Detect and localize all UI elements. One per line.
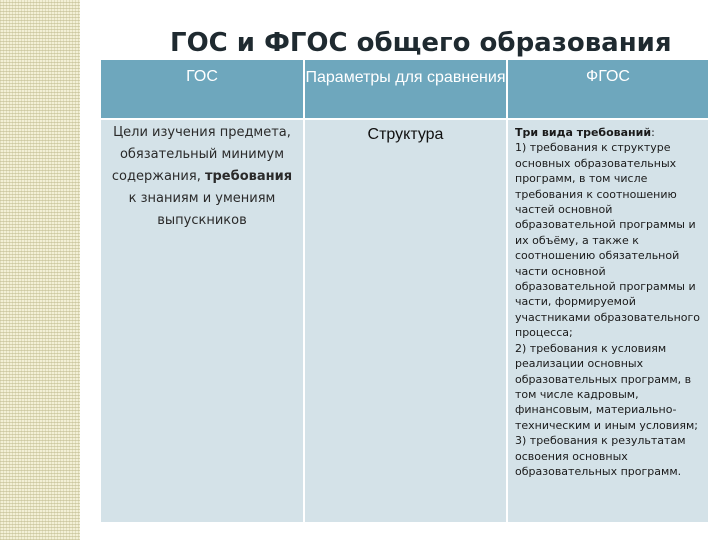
comparison-table: [101, 60, 708, 522]
fgos-item-3: 3) требования к результатам освоения основных образовательных программ.: [515, 434, 686, 478]
gos-text-part1: Цели изучения предмета, обязательный минимум содержания,: [111, 125, 291, 184]
param-cell: Структура: [304, 119, 507, 522]
table-header-row: [101, 60, 708, 119]
header-fgos: ФГОС: [507, 60, 708, 119]
fgos-lead-line: [515, 125, 704, 140]
decorative-side-stripe: [0, 0, 80, 540]
gos-text-part2: к знаниям и умениям выпускников: [128, 191, 276, 228]
header-gos: ГОС: [101, 60, 304, 119]
fgos-lead-suffix: :: [651, 126, 655, 139]
table-row: [101, 119, 708, 522]
gos-cell: [101, 119, 304, 522]
slide-title: ГОС и ФГОС общего образования: [170, 28, 672, 58]
gos-text-bold: требования: [204, 169, 293, 184]
fgos-cell: [507, 119, 708, 522]
fgos-item-2: 2) требования к условиям реализации основных образовательных программ, в том числе кадровым, финансовым, материально-техническим и иным условиям;: [515, 341, 698, 432]
fgos-item-1: 1) требования к структуре основных образовательных программ, в том числе требования к соотношению частей основной образовательной программы и их объёму, а также к соотношению обязательной части основной образовательной программы и части, формируемой участниками образовательного процесса;: [515, 141, 701, 340]
header-params: Параметры для сравнения: [304, 60, 507, 119]
fgos-lead: Три вида требований: [515, 126, 652, 139]
